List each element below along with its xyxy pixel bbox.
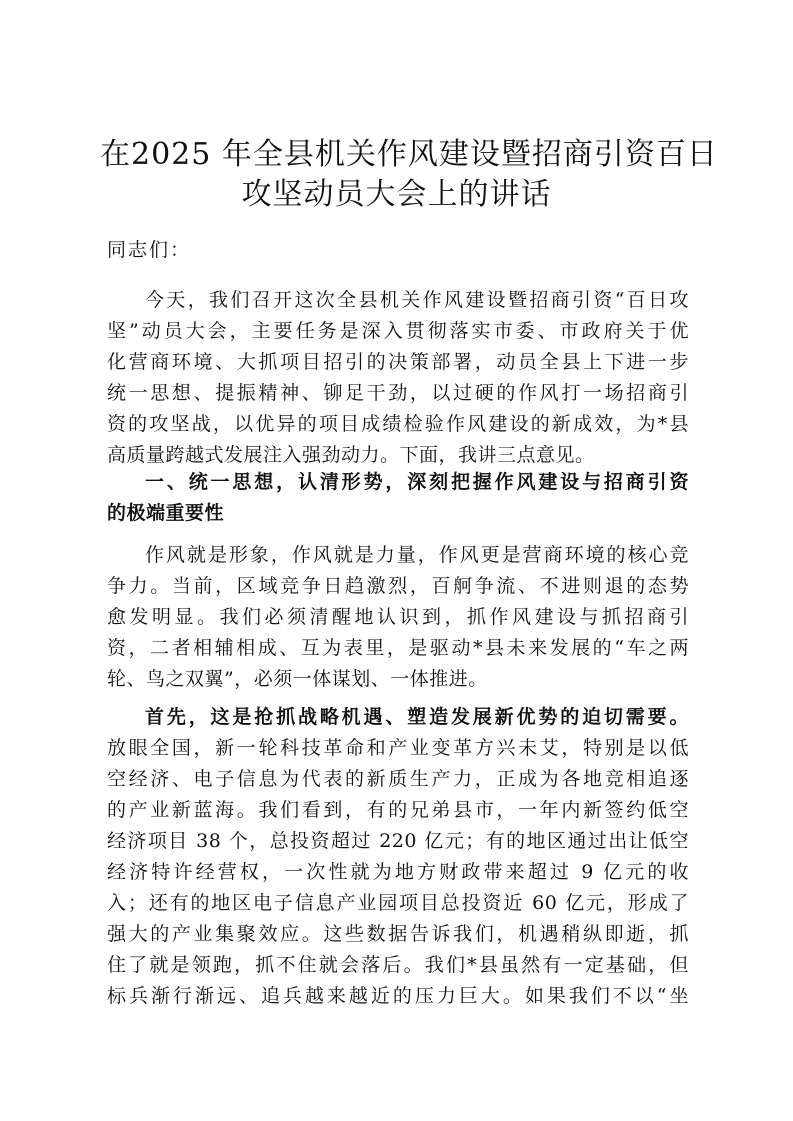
paragraph-line: 统一思想、提振精神、铆足干劲，以过硬的作风打一场招商引 (107, 382, 689, 404)
paragraph-lead-sentence: 首先，这是抢抓战略机遇、塑造发展新优势的迫切需要。 (145, 706, 689, 728)
paragraph-line: 经济特许经营权，一次性就为地方财政带来超过 9 亿元的收 (107, 861, 689, 883)
heading-line: 一、统一思想，认清形势，深刻把握作风建设与招商引资 (145, 471, 689, 493)
paragraph-line: 放眼全国，新一轮科技革命和产业变革方兴未艾，特别是以低 (107, 737, 689, 759)
paragraph-line: 轮、鸟之双翼”，必须一体谋划、一体推进。 (107, 668, 488, 690)
paragraph-line: 住了就是领跑，抓不住就会落后。我们*县虽然有一定基础，但 (107, 954, 689, 976)
paragraph-line: 化营商环境、大抓项目招引的决策部署，动员全县上下进一步 (107, 351, 689, 373)
paragraph-line: 争力。当前，区域竞争日趋激烈，百舸争流、不进则退的态势 (107, 575, 689, 597)
paragraph-line: 标兵渐行渐远、追兵越来越近的压力巨大。如果我们不以“坐 (107, 985, 689, 1007)
paragraph-line: 强大的产业集聚效应。这些数据告诉我们，机遇稍纵即逝，抓 (107, 923, 689, 945)
document-title-line-2: 攻坚动员大会上的讲话 (241, 177, 552, 212)
document-title-line-1: 在2025 年全县机关作风建设暨招商引资百日 (100, 137, 718, 172)
paragraph-work-style (107, 540, 689, 695)
paragraph-opening (107, 285, 689, 471)
paragraph-line: 作风就是形象，作风就是力量，作风更是营商环境的核心竞 (145, 544, 689, 566)
salutation: 同志们： (107, 239, 192, 261)
paragraph-line: 空经济、电子信息为代表的新质生产力，正成为各地竞相追逐 (107, 768, 689, 790)
paragraph-line: 今天，我们召开这次全县机关作风建设暨招商引资“百日攻 (145, 289, 689, 311)
paragraph-line: 经济项目 38 个，总投资超过 220 亿元；有的地区通过出让低空 (107, 830, 689, 852)
paragraph-line: 资，二者相辅相成、互为表里，是驱动*县未来发展的“车之两 (107, 637, 689, 659)
paragraph-line: 愈发明显。我们必须清醒地认识到，抓作风建设与抓招商引 (107, 606, 689, 628)
paragraph-line: 高质量跨越式发展注入强劲动力。下面，我讲三点意见。 (107, 444, 595, 466)
heading-line: 的极端重要性 (107, 502, 225, 524)
paragraph-first-point (107, 702, 689, 1012)
paragraph-line: 的产业新蓝海。我们看到，有的兄弟县市，一年内新签约低空 (107, 799, 689, 821)
paragraph-line: 入；还有的地区电子信息产业园项目总投资近 60 亿元，形成了 (107, 892, 689, 914)
paragraph-line: 坚”动员大会，主要任务是深入贯彻落实市委、市政府关于优 (107, 320, 689, 342)
paragraph-line: 资的攻坚战，以优异的项目成绩检验作风建设的新成效，为*县 (107, 413, 689, 435)
section-heading-1 (107, 467, 689, 529)
